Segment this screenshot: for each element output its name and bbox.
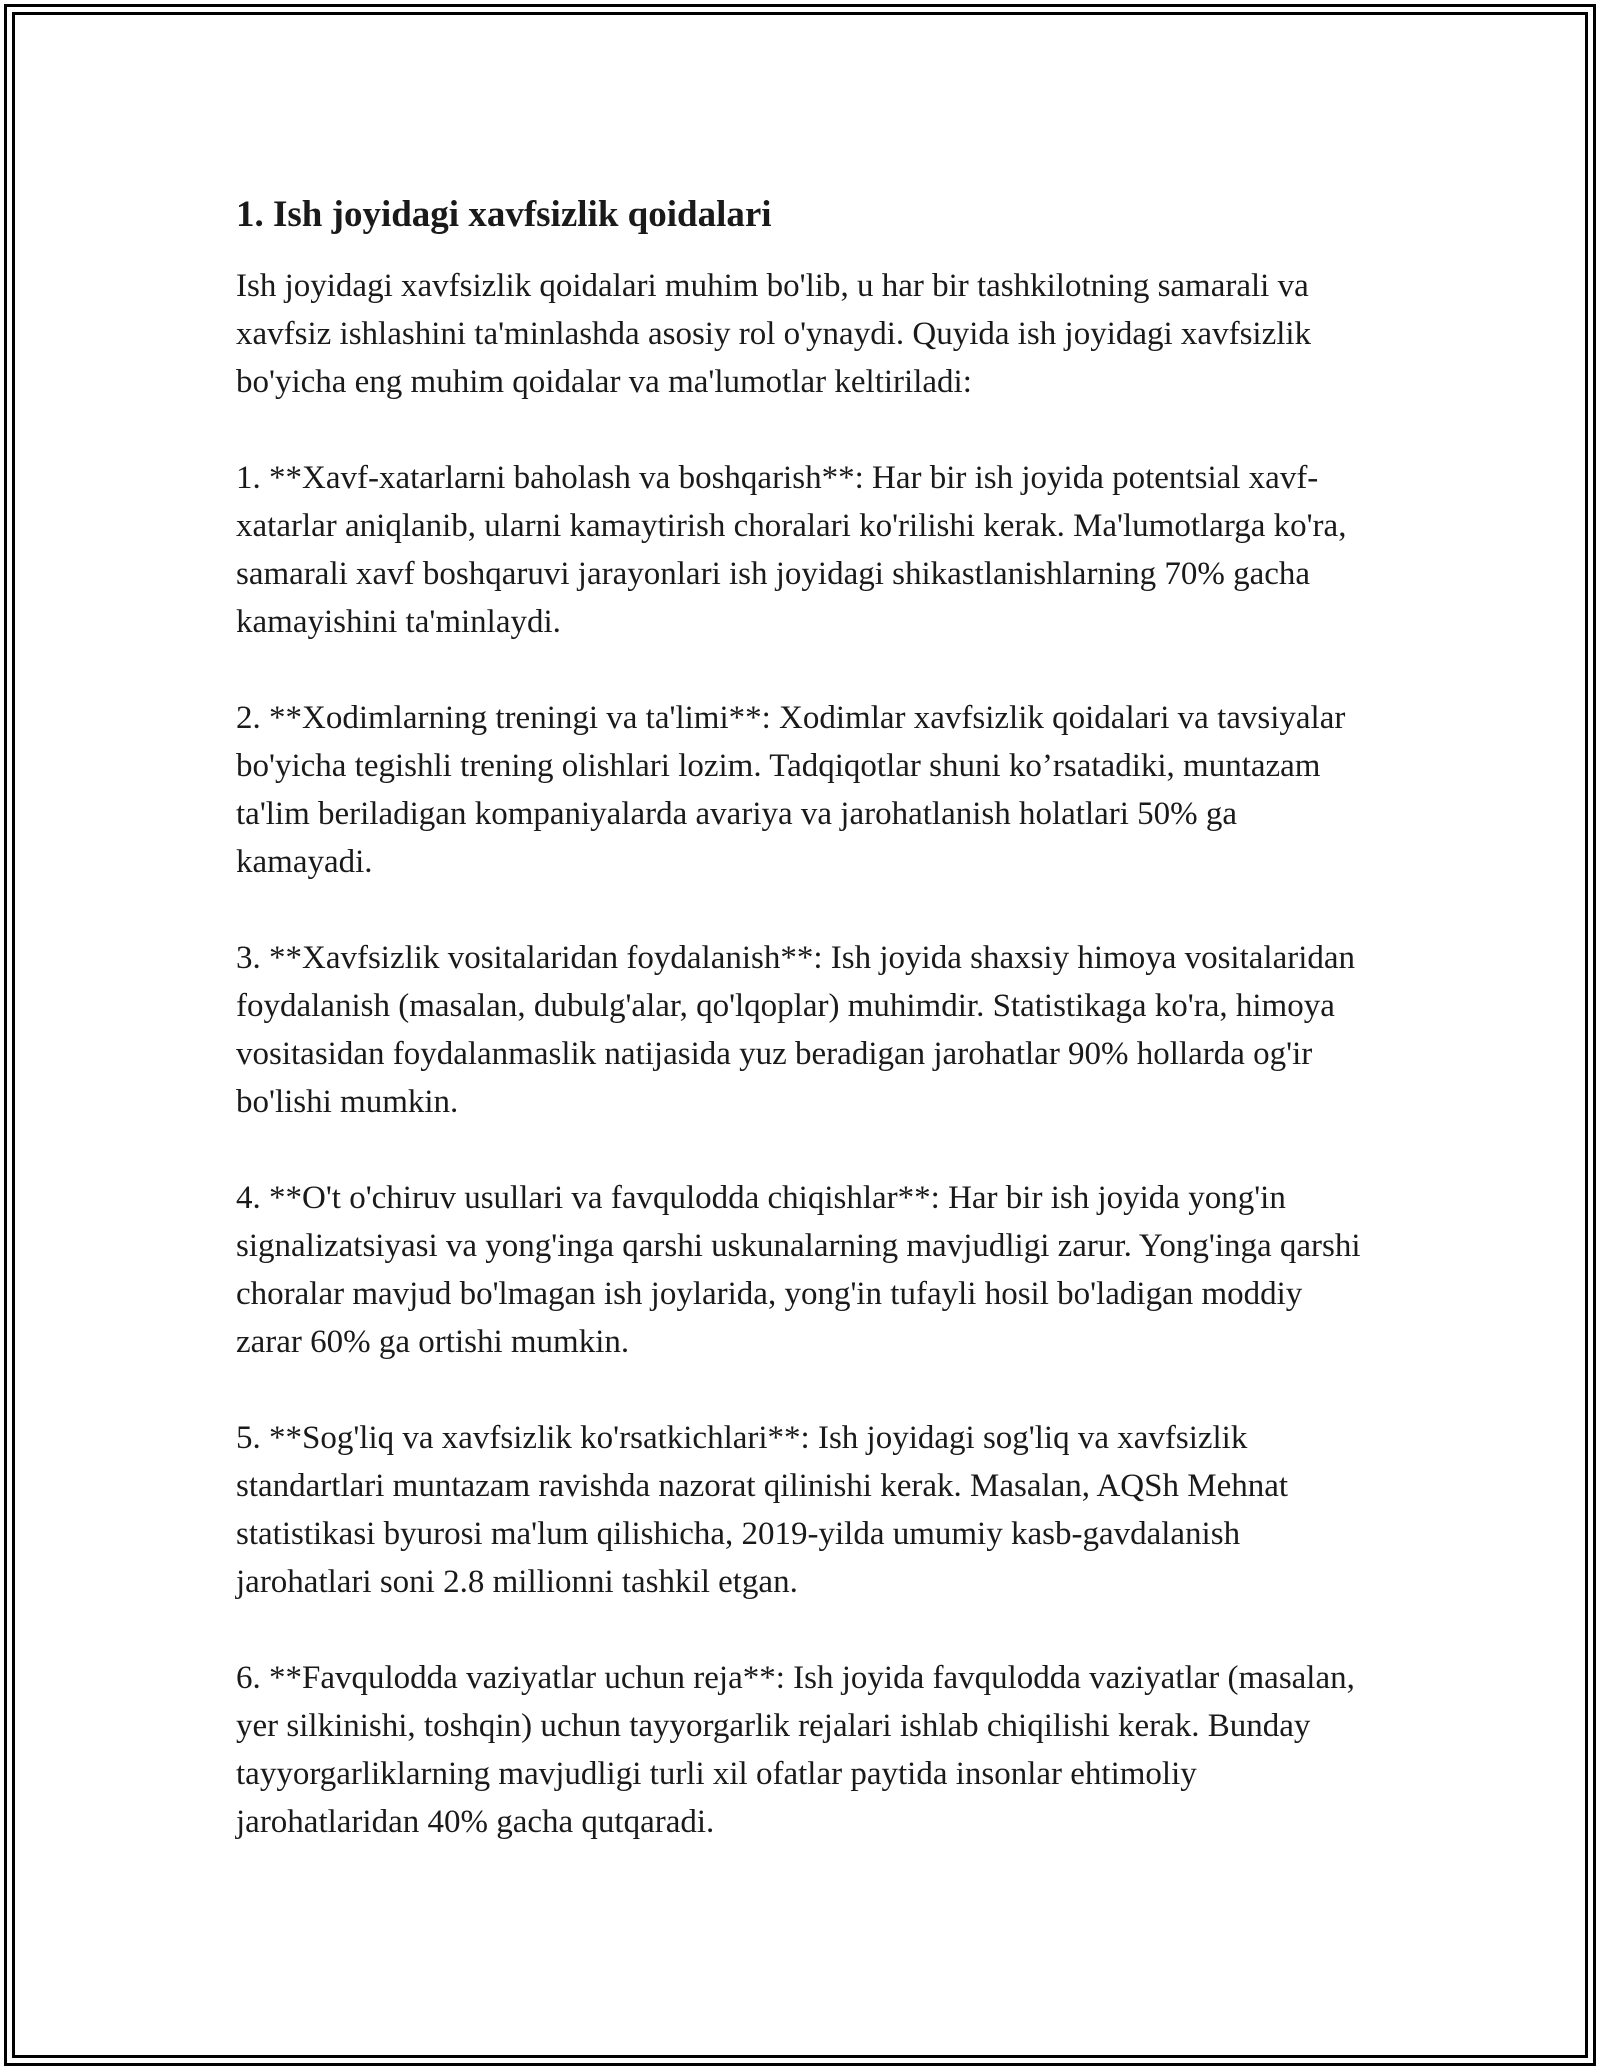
rule-paragraph-1: 1. **Xavf-xatarlarni baholash va boshqarish**: Har bir ish joyida potentsial xavf-xatarlar aniqlanib, ularni kamaytirish choralari ko'rilishi kerak. Ma'lumotlarga ko'ra, samarali xavf boshqaruvi jarayonlari ish joyidagi shikastlanishlarning 70% gacha kamayishini ta'minlaydi. (236, 460, 1347, 640)
rule-paragraph-3: 3. **Xavfsizlik vositalaridan foydalanish**: Ish joyida shaxsiy himoya vositalaridan foydalanish (masalan, dubulg'alar, qo'lqoplar) muhimdir. Statistikaga ko'ra, himoya vositasidan foydalanmaslik natijasida yuz beradigan jarohatlar 90% hollarda og'ir bo'lishi mumkin. (236, 940, 1356, 1120)
rule-paragraph-2: 2. **Xodimlarning treningi va ta'limi**: Xodimlar xavfsizlik qoidalari va tavsiyalar bo'yicha tegishli trening olishlari lozim. Tadqiqotlar shuni ko’rsatadiki, muntazam ta'lim beriladigan kompaniyalarda avariya va jarohatlanish holatlari 50% ga kamayadi. (236, 700, 1346, 880)
intro-paragraph: Ish joyidagi xavfsizlik qoidalari muhim bo'lib, u har bir tashkilotning samarali va xavfsiz ishlashini ta'minlashda asosiy rol o'ynaydi. Quyida ish joyidagi xavfsizlik bo'yicha eng muhim qoidalar va ma'lumotlar keltiriladi: (236, 268, 1312, 400)
document-title: 1. Ish joyidagi xavfsizlik qoidalari (236, 194, 772, 235)
document-body (236, 190, 1376, 1894)
rule-paragraph-6: 6. **Favqulodda vaziyatlar uchun reja**: Ish joyida favqulodda vaziyatlar (masalan, yer silkinishi, toshqin) uchun tayyorgarlik rejalari ishlab chiqilishi kerak. Bunday tayyorgarliklarning mavjudligi turli xil ofatlar paytida insonlar ehtimoliy jarohatlaridan 40% gacha qutqaradi. (236, 1660, 1355, 1840)
rule-paragraph-5: 5. **Sog'liq va xavfsizlik ko'rsatkichlari**: Ish joyidagi sog'liq va xavfsizlik standartlari muntazam ravishda nazorat qilinishi kerak. Masalan, AQSh Mehnat statistikasi byurosi ma'lum qilishicha, 2019-yilda umumiy kasb-gavdalanish jarohatlari soni 2.8 millionni tashkil etgan. (236, 1420, 1289, 1600)
rule-paragraph-4: 4. **O't o'chiruv usullari va favqulodda chiqishlar**: Har bir ish joyida yong'in signalizatsiyasi va yong'inga qarshi uskunalarning mavjudligi zarur. Yong'inga qarshi choralar mavjud bo'lmagan ish joylarida, yong'in tufayli hosil bo'ladigan moddiy zarar 60% ga ortishi mumkin. (236, 1180, 1361, 1360)
